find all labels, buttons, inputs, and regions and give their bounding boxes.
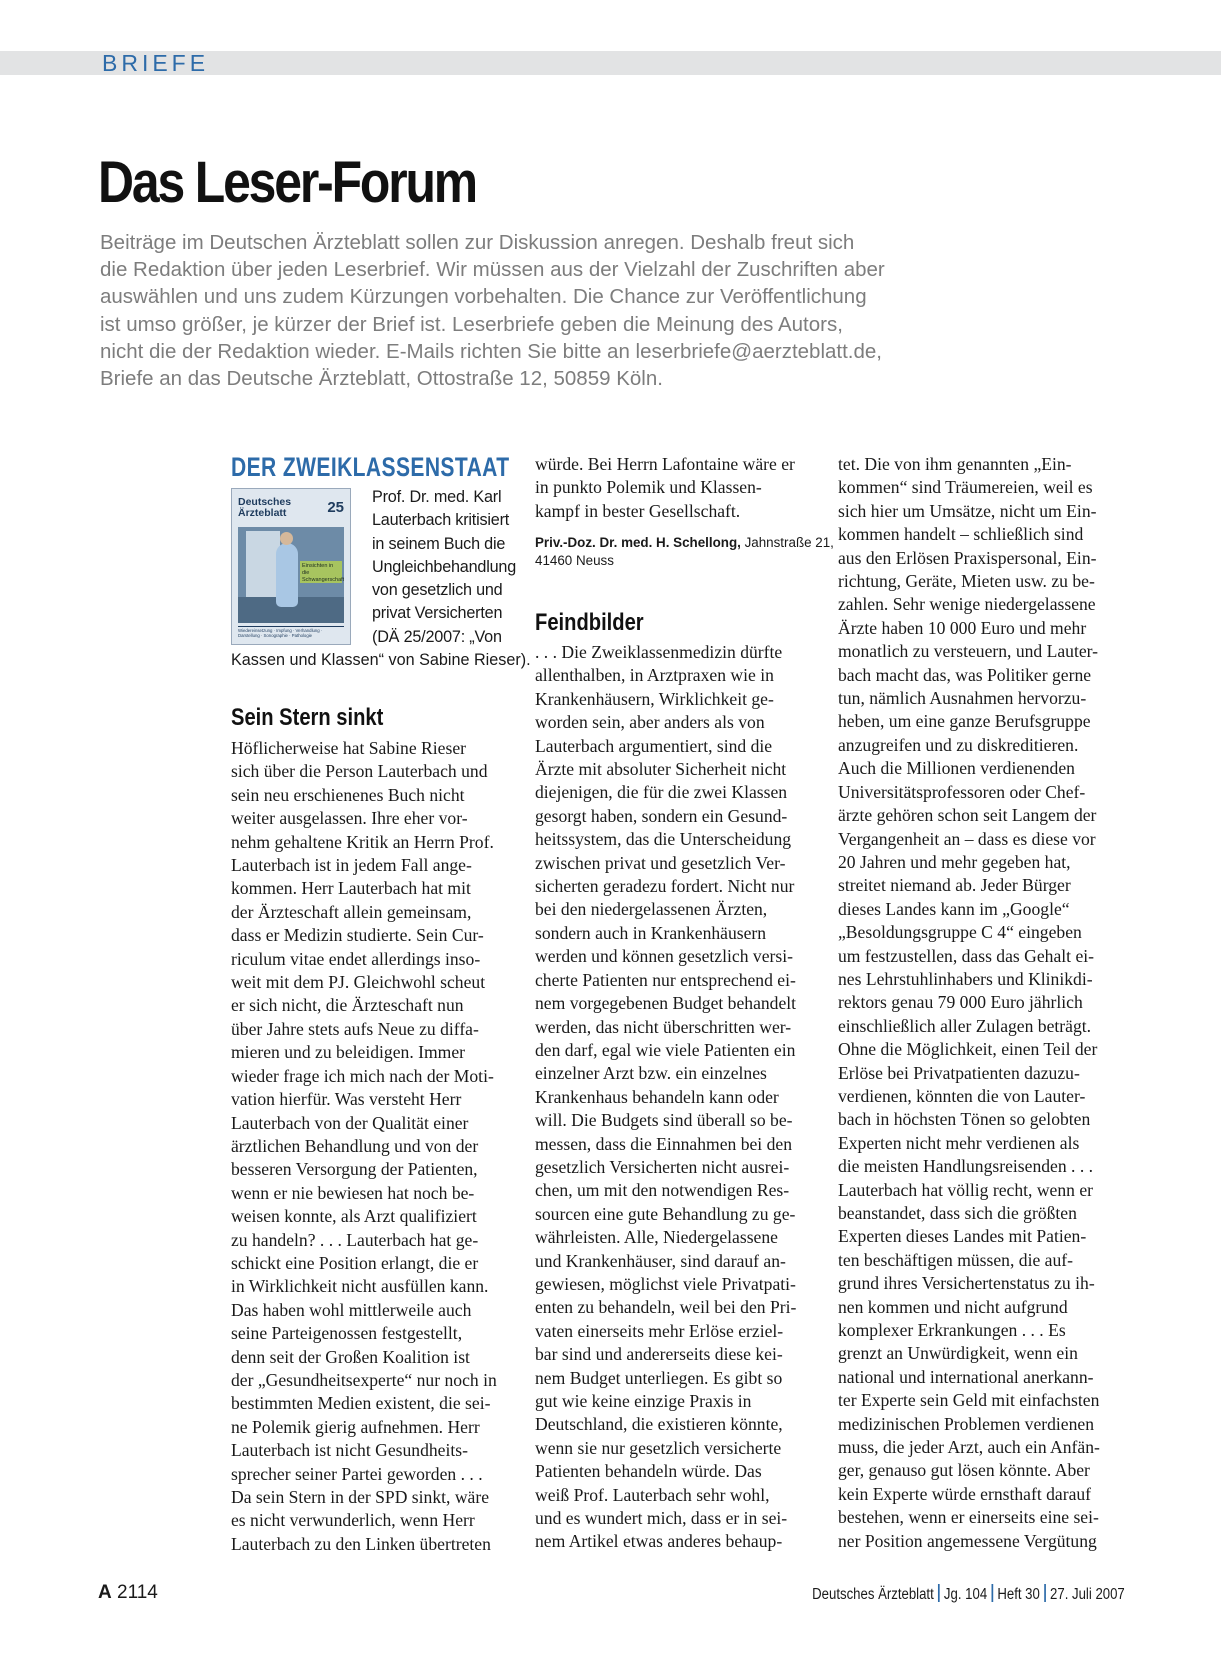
text-line: Lauterbach von der Qualität einer xyxy=(231,1112,469,1133)
text-line: weit mit dem PJ. Gleichwohl scheut xyxy=(231,972,486,993)
text-line: Das haben wohl mittlerweile auch xyxy=(231,1299,472,1320)
text-line: Lauterbach zu den Linken übertreten xyxy=(231,1533,491,1554)
text-line: Vergangenheit an – dass es diese vor xyxy=(838,828,1096,849)
signature-city: 41460 Neuss xyxy=(535,553,614,568)
text-line: bar sind und andererseits diese kei- xyxy=(535,1344,783,1365)
text-line: bei den niedergelassenen Ärzten, xyxy=(535,899,768,920)
text-line: nem vorgegebenen Budget behandelt xyxy=(535,993,797,1014)
intro-line: Beiträge im Deutschen Ärzteblatt sollen zur Diskussion anregen. Deshalb freut sich xyxy=(100,231,855,254)
text-line: riculum vitae endet allerdings inso- xyxy=(231,948,481,969)
journal-name: Deutsches Ärzteblatt xyxy=(812,1586,934,1603)
text-line: seine Parteigenossen festgestellt, xyxy=(231,1323,463,1344)
text-line: streitet niemand ab. Jeder Bürger xyxy=(838,875,1071,896)
text-line: dass er Medizin studierte. Sein Cur- xyxy=(231,925,484,946)
journal-volume: Jg. 104 xyxy=(944,1586,988,1603)
page-title: Das Leser-Forum xyxy=(98,150,476,215)
text-line: chen, um mit den notwendigen Res- xyxy=(535,1180,790,1201)
text-line: sondern auch in Krankenhäusern xyxy=(535,922,767,943)
text-line: muss, die jeder Arzt, auch ein Anfän- xyxy=(838,1437,1100,1458)
text-line: nehm gehaltene Kritik an Herrn Prof. xyxy=(231,831,494,852)
letter-body xyxy=(535,641,796,1554)
intro-line: ist umso größer, je kürzer der Brief ist. Leserbriefe geben die Meinung des Autors, xyxy=(100,312,843,336)
text-line: tet. Die von ihm genannten „Ein- xyxy=(838,454,1072,474)
text-line: ner Position angemessene Vergütung xyxy=(838,1530,1097,1551)
text-line: Patienten behandeln würde. Das xyxy=(535,1461,762,1482)
text-line: medizinischen Problemen verdienen xyxy=(838,1413,1095,1434)
text-line: grund ihres Versichertenstatus zu ih- xyxy=(838,1273,1095,1294)
separator xyxy=(992,1584,994,1602)
text-line: heben, um eine ganze Berufsgruppe xyxy=(838,711,1091,732)
page-number xyxy=(98,1582,158,1604)
page-prefix: A xyxy=(98,1582,112,1603)
letter-heading: Feindbilder xyxy=(535,609,644,636)
text-line: es nicht verwunderlich, wenn Herr xyxy=(231,1510,475,1531)
text-line: gewiesen, möglichst viele Privatpati- xyxy=(535,1273,796,1294)
text-line: werden und können gesetzlich versi- xyxy=(535,946,793,967)
text-line: sein neu erschienenes Buch nicht xyxy=(231,784,465,805)
text-line: wenn er nie bewiesen hat noch be- xyxy=(231,1182,475,1203)
letter-body-continuation xyxy=(838,453,1100,1553)
text-line: Deutschland, die existieren könnte, xyxy=(535,1414,783,1435)
text-line: zwischen privat und gesetzlich Ver- xyxy=(535,852,786,873)
text-line: in punkto Polemik und Klassen- xyxy=(535,477,762,498)
intro-line: Briefe an das Deutsche Ärzteblatt, Ottostraße 12, 50859 Köln. xyxy=(100,367,663,391)
text-line: sich hier um Umsätze, nicht um Ein- xyxy=(838,500,1097,521)
cover-topic-box: Einsichten in die Schwangerschaft xyxy=(302,563,344,583)
intro-line: die Redaktion über jeden Leserbrief. Wir müssen aus der Vielzahl der Zuschriften aber xyxy=(100,258,885,282)
text-line: Ohne die Möglichkeit, einen Teil der xyxy=(838,1039,1098,1060)
text-line: anzugreifen und zu diskreditieren. xyxy=(838,734,1079,755)
text-line: gesorgt haben, sondern ein Gesund- xyxy=(535,805,788,826)
text-line: die meisten Handlungsreisenden . . . xyxy=(838,1156,1094,1177)
text-line: kommen“ sind Träumereien, weil es xyxy=(838,477,1093,498)
letter-body-continuation xyxy=(535,453,795,523)
text-line: messen, dass die Einnahmen bei den xyxy=(535,1133,792,1154)
text-line: Höflicherweise hat Sabine Rieser xyxy=(231,738,466,758)
text-line: weisen konnte, als Arzt qualifiziert xyxy=(231,1206,477,1227)
text-line: beanstandet, dass sich die größten xyxy=(838,1203,1077,1223)
text-line: vation hierfür. Was versteht Herr xyxy=(231,1089,462,1110)
text-line: nen kommen und nicht aufgrund xyxy=(838,1296,1068,1317)
text-line: Universitätsprofessoren oder Chef- xyxy=(838,781,1086,802)
text-line: Krankenhäusern, Wirklichkeit ge- xyxy=(535,688,774,709)
signature-name: Priv.-Doz. Dr. med. H. Schellong, xyxy=(535,535,741,550)
text-line: enten zu behandeln, weil bei den Pri- xyxy=(535,1297,797,1318)
text-line: besseren Versorgung der Patienten, xyxy=(231,1159,478,1180)
text-line: diejenigen, die für die zwei Klassen xyxy=(535,782,788,803)
text-line: zu handeln? . . . Lauterbach hat ge- xyxy=(231,1229,479,1250)
text-line: kommen handelt – schließlich sind xyxy=(838,524,1084,545)
text-line: zahlen. Sehr wenige niedergelassene xyxy=(838,594,1096,615)
separator xyxy=(1044,1584,1046,1602)
text-line: und Krankenhäuser, sind darauf an- xyxy=(535,1250,786,1271)
letter-heading: Sein Stern sinkt xyxy=(231,704,384,731)
text-line: ter Experte sein Geld mit einfachsten xyxy=(838,1390,1100,1411)
reference-line: Prof. Dr. med. Karl xyxy=(372,488,502,506)
text-line: rektors genau 79 000 Euro jährlich xyxy=(838,992,1083,1013)
journal-issue: Heft 30 xyxy=(997,1586,1041,1603)
text-line: einschließlich aller Zulagen beträgt. xyxy=(838,1015,1092,1036)
topic-reference xyxy=(231,486,531,672)
cover-brand-line: Deutsches xyxy=(238,496,292,508)
text-line: Lauterbach argumentiert, sind die xyxy=(535,735,773,756)
text-line: sprecher seiner Partei geworden . . . xyxy=(231,1463,483,1484)
text-line: bach in höchsten Tönen so gelobten xyxy=(838,1109,1091,1130)
text-line: wieder frage ich mich nach der Moti- xyxy=(231,1065,494,1086)
text-line: einzelner Arzt bzw. ein einzelnes xyxy=(535,1063,767,1084)
text-line: . . . Die Zweiklassenmedizin dürfte xyxy=(535,642,783,662)
cover-bottom-strip: Wiedereinsetzung · Impfung · Verhandlung · Darstellung · Sonographie · Pathologie xyxy=(238,626,344,640)
text-line: Lauterbach ist in jedem Fall ange- xyxy=(231,855,472,876)
text-line: nes Lehrstuhlinhabers und Klinikdi- xyxy=(838,968,1093,989)
text-line: sich über die Person Lauterbach und xyxy=(231,761,488,782)
text-line: der „Gesundheitsexperte“ nur noch in xyxy=(231,1369,497,1390)
text-line: ger, genauso gut lösen könnte. Aber xyxy=(838,1460,1090,1481)
letter-signature xyxy=(535,534,834,570)
text-line: sourcen eine gute Behandlung zu ge- xyxy=(535,1203,796,1224)
text-line: der Ärzteschaft allein gemeinsam, xyxy=(231,901,472,922)
text-line: Auch die Millionen verdienenden xyxy=(838,758,1075,779)
text-line: bach macht das, was Politiker gerne xyxy=(838,664,1092,685)
text-line: um festzustellen, dass das Gehalt ei- xyxy=(838,945,1095,966)
text-line: Experten dieses Landes mit Patien- xyxy=(838,1226,1087,1247)
text-line: nem Artikel etwas anderes behaup- xyxy=(535,1531,783,1552)
text-line: richtung, Geräte, Mieten usw. zu be- xyxy=(838,571,1095,592)
reference-line: von gesetzlich und xyxy=(372,581,503,600)
text-line: kampf in bester Gesellschaft. xyxy=(535,500,741,521)
topic-heading: DER ZWEIKLASSENSTAAT xyxy=(231,452,510,482)
reference-line: (DÄ 25/2007: „Von xyxy=(372,627,502,646)
text-line: worden sein, aber anders als von xyxy=(535,712,765,733)
text-line: mieren und zu beleidigen. Immer xyxy=(231,1042,466,1063)
reference-line: in seinem Buch die xyxy=(372,534,506,553)
text-line: kommen. Herr Lauterbach hat mit xyxy=(231,878,471,899)
text-line: Ärzte haben 10 000 Euro und mehr xyxy=(838,617,1087,638)
text-line: heitssystem, das die Unterscheidung xyxy=(535,829,792,850)
text-line: den darf, egal wie viele Patienten ein xyxy=(535,1039,796,1060)
text-line: Da sein Stern in der SPD sinkt, wäre xyxy=(231,1487,490,1507)
text-line: in Wirklichkeit nicht ausfüllen kann. xyxy=(231,1276,489,1297)
text-line: werden, das nicht überschritten wer- xyxy=(535,1016,792,1037)
text-line: bestehen, wenn er einerseits eine sei- xyxy=(838,1507,1099,1528)
text-line: „Besoldungsgruppe C 4“ eingeben xyxy=(838,922,1082,943)
text-line: ne Polemik gierig aufnehmen. Herr xyxy=(231,1416,480,1437)
text-line: tun, nämlich Ausnahmen hervorzu- xyxy=(838,688,1087,709)
text-line: aus den Erlösen Praxispersonal, Ein- xyxy=(838,547,1097,568)
text-line: weiß Prof. Lauterbach sehr wohl, xyxy=(535,1484,770,1505)
text-line: ten beschäftigen müssen, die auf- xyxy=(838,1249,1073,1270)
text-line: weiter ausgelassen. Ihre eher vor- xyxy=(231,808,468,829)
text-line: Erlöse bei Privatpatienten dazuzu- xyxy=(838,1062,1080,1083)
text-line: kein Experte würde ernsthaft darauf xyxy=(838,1483,1092,1504)
text-line: denn seit der Großen Koalition ist xyxy=(231,1346,470,1367)
text-line: monatlich zu versteuern, und Lauter- xyxy=(838,641,1099,662)
text-line: ärzte gehören schon seit Langem der xyxy=(838,805,1097,826)
journal-date: 27. Juli 2007 xyxy=(1050,1586,1125,1603)
text-line: nem Budget unterliegen. Es gibt so xyxy=(535,1367,783,1388)
reference-line: Lauterbach kritisiert xyxy=(372,511,510,530)
text-line: gesetzlich Versicherten nicht ausrei- xyxy=(535,1156,790,1177)
text-line: vaten einerseits mehr Erlöse erziel- xyxy=(535,1320,784,1341)
text-line: wenn sie nur gesetzlich versicherte xyxy=(535,1437,782,1458)
text-line: ärztlichen Behandlung und von der xyxy=(231,1135,479,1156)
section-label: BRIEFE xyxy=(102,50,210,76)
text-line: Lauterbach hat völlig recht, wenn er xyxy=(838,1179,1093,1200)
intro-line: nicht die der Redaktion wieder. E-Mails richten Sie bitte an leserbriefe@aerzteblatt.de, xyxy=(100,339,882,363)
page-number-value: 2114 xyxy=(117,1582,158,1603)
text-line: allenthalben, in Arztpraxen wie in xyxy=(535,665,774,686)
journal-info xyxy=(812,1584,1125,1604)
text-line: verdienen, könnten die von Lauter- xyxy=(838,1085,1086,1106)
text-line: Experten nicht mehr verdienen als xyxy=(838,1132,1080,1153)
text-line: cherte Patienten nur entsprechend ei- xyxy=(535,969,796,990)
reference-line: Ungleichbehandlung xyxy=(372,557,517,576)
text-line: national und international anerkann- xyxy=(838,1366,1094,1387)
text-line: würde. Bei Herrn Lafontaine wäre er xyxy=(535,454,795,474)
text-line: gut wie keine einzige Praxis in xyxy=(535,1391,752,1411)
intro-paragraph xyxy=(100,229,1000,392)
text-line: und es wundert mich, dass er in sei- xyxy=(535,1508,788,1529)
text-line: dieses Landes kann im „Google“ xyxy=(838,898,1070,919)
cover-brand-line: Ärzteblatt xyxy=(238,507,287,519)
intro-line: auswählen und uns zudem Kürzungen vorbehalten. Die Chance zur Veröffentlichung xyxy=(100,285,867,309)
text-line: grenzt an Unwürdigkeit, wenn ein xyxy=(838,1343,1078,1364)
text-line: will. Die Budgets sind überall so be- xyxy=(535,1110,793,1131)
text-line: währleisten. Alle, Niedergelassene xyxy=(535,1227,778,1248)
separator xyxy=(938,1584,940,1602)
text-line: sicherten geradezu fordert. Nicht nur xyxy=(535,876,795,897)
text-line: bestimmten Medien existent, die sei- xyxy=(231,1393,491,1414)
text-line: schickt eine Position erlangt, die er xyxy=(231,1252,479,1273)
reference-line: privat Versicherten xyxy=(372,604,503,623)
text-line: über Jahre stets aufs Neue zu diffa- xyxy=(231,1018,479,1039)
text-line: Ärzte mit absoluter Sicherheit nicht xyxy=(535,759,787,780)
text-line: 20 Jahren und mehr gegeben hat, xyxy=(838,851,1071,872)
text-line: Lauterbach ist nicht Gesundheits- xyxy=(231,1440,468,1461)
letter-body xyxy=(231,737,497,1556)
cover-issue-number: 25 xyxy=(327,499,344,516)
text-line: er sich nicht, die Ärzteschaft nun xyxy=(231,995,464,1016)
text-line: Krankenhaus behandeln kann oder xyxy=(535,1086,779,1107)
signature-address: Jahnstraße 21, xyxy=(740,535,834,550)
reference-line: Kassen und Klassen“ von Sabine Rieser). xyxy=(231,651,531,670)
text-line: komplexer Erkrankungen . . . Es xyxy=(838,1320,1066,1341)
